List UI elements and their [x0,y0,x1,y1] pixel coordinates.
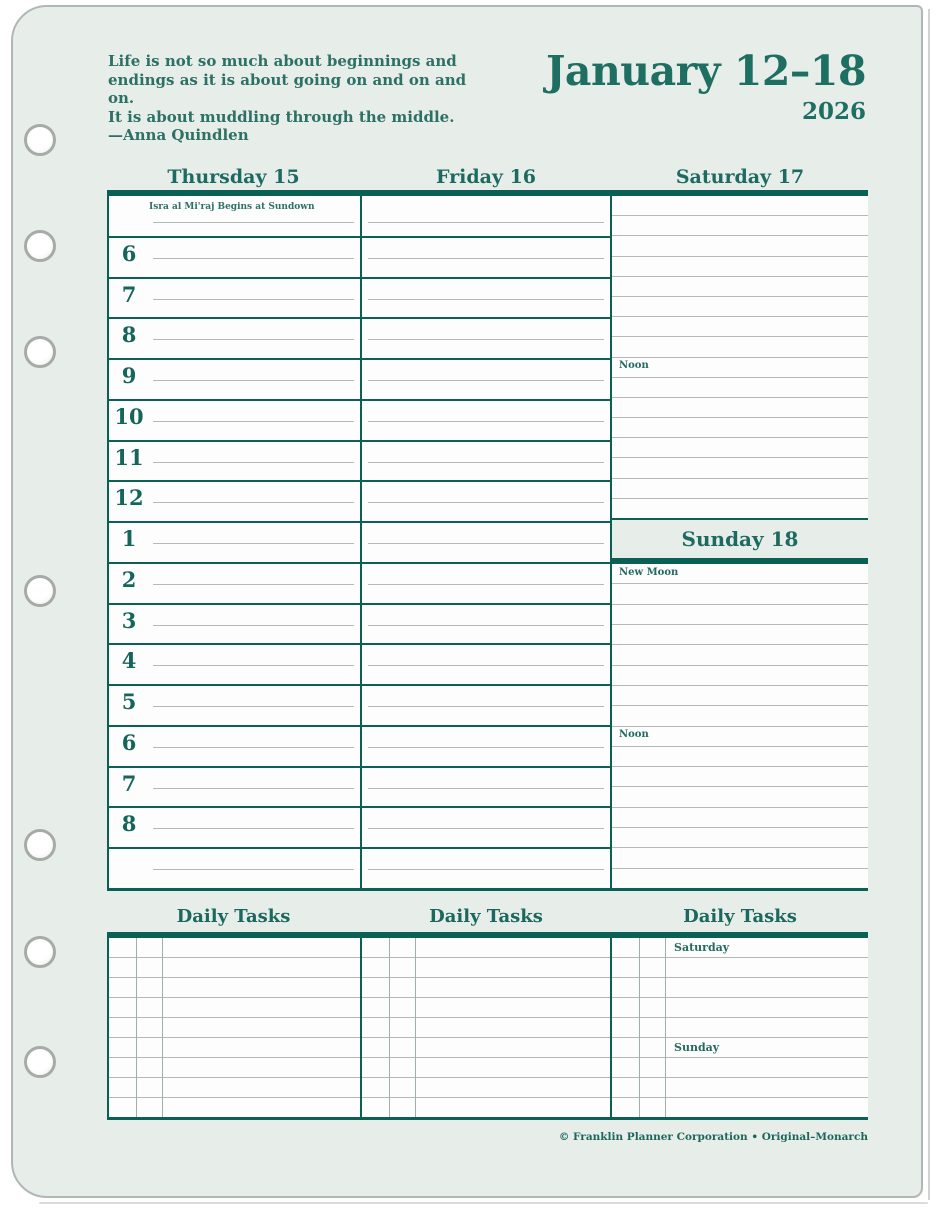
ruled-row [612,625,868,645]
overflow-row [109,849,360,888]
write-line [368,299,604,300]
hour-row [109,523,360,564]
ruled-row [612,297,868,317]
write-line [368,625,604,626]
day-header-thursday: Thursday 15 [167,166,300,188]
ruled-row [612,378,868,398]
week-title: January 12–18 [546,47,866,95]
task-row [612,1098,868,1117]
binder-hole [24,829,56,861]
write-line [368,222,604,223]
ruled-row [612,869,868,888]
ruled-row [612,645,868,665]
write-line [153,788,354,789]
binder-hole [24,230,56,262]
ruled-row [612,216,868,236]
task-row [109,938,360,958]
task-row [362,1098,610,1117]
ruled-row [612,584,868,604]
hour-row [362,768,610,809]
hour-row [109,564,360,605]
write-line [153,258,354,259]
write-line [368,828,604,829]
task-row [109,1078,360,1098]
task-row [109,998,360,1018]
write-line [368,706,604,707]
hour-row [362,360,610,401]
tasks-column-1 [107,938,360,1120]
task-row [612,978,868,998]
hour-label: 9 [121,363,137,389]
write-line [153,584,354,585]
daily-tasks-header-2: Daily Tasks [429,906,543,927]
hour-row [109,482,360,523]
check-column-line [665,938,666,1117]
hour-label: 7 [121,281,137,307]
holiday-row [362,196,610,238]
ruled-row [612,747,868,767]
quote-attribution: —Anna Quindlen [108,126,249,144]
write-line [153,747,354,748]
write-line [153,625,354,626]
write-line [153,502,354,503]
ruled-row [612,317,868,337]
task-day-label: Sunday [674,1041,720,1054]
check-column-line [389,938,390,1117]
ruled-row [612,828,868,848]
check-column-line [136,938,137,1117]
task-row [362,1058,610,1078]
hour-label: 8 [121,811,137,837]
hour-row [362,442,610,483]
write-line [368,421,604,422]
hour-label: 10 [114,403,144,429]
ruled-row [612,848,868,868]
write-line [368,584,604,585]
hour-row [362,686,610,727]
task-row [109,1058,360,1078]
write-line [153,462,354,463]
task-row [109,1098,360,1117]
write-line [368,502,604,503]
binder-hole [24,124,56,156]
ruled-row [612,438,868,458]
check-column-line [415,938,416,1117]
daily-tasks-header-1: Daily Tasks [176,906,291,927]
write-line [368,339,604,340]
saturday-section [612,196,868,520]
hour-row [109,808,360,849]
task-row [362,998,610,1018]
hour-label: 5 [121,689,137,715]
overflow-row [362,849,610,888]
ruled-row [612,398,868,418]
hour-label: 3 [121,607,137,633]
ruled-row [612,479,868,499]
ruled-row [612,337,868,357]
copyright-footer: © Franklin Planner Corporation • Original–Monarch [558,1131,868,1143]
sunday-section [612,564,868,891]
ruled-row [612,787,868,807]
ruled-row [612,686,868,706]
task-row [362,938,610,958]
sunday-header-band [612,520,868,564]
hour-label: 2 [121,566,137,592]
hour-label: 1 [121,526,137,552]
holiday-row [109,196,360,238]
task-row [109,958,360,978]
hour-row [362,238,610,279]
weekly-quote [108,52,478,145]
year-label: 2026 [801,98,866,125]
task-row [109,1038,360,1058]
hour-label: 6 [121,241,137,266]
write-line [153,828,354,829]
check-column-line [639,938,640,1117]
hour-row [362,605,610,646]
write-line [368,543,604,544]
task-row [362,1018,610,1038]
hour-row [109,727,360,768]
hour-label: 7 [121,770,137,796]
task-row [362,1038,610,1058]
write-line [368,747,604,748]
binder-hole [24,336,56,368]
write-line [368,380,604,381]
hour-row [362,401,610,442]
holiday-note: Isra al Mi'raj Begins at Sundown [149,202,315,212]
hour-row [362,319,610,360]
day-header-sunday: Sunday 18 [681,527,799,551]
ruled-row [612,499,868,518]
ruled-row [612,727,868,747]
time-marker-label: Noon [619,729,649,740]
task-row [109,978,360,998]
hour-row [109,645,360,686]
hour-row [109,768,360,809]
ruled-row [612,257,868,277]
quote-line: endings as it is about going on and on and on. [108,70,467,107]
day-header-friday: Friday 16 [435,166,537,188]
task-row [362,958,610,978]
time-marker-label: New Moon [619,567,679,578]
check-column-line [162,938,163,1117]
write-line [153,222,354,223]
daily-tasks-header-3: Daily Tasks [683,906,797,927]
hour-row [362,564,610,605]
ruled-row [612,196,868,216]
hour-row [109,238,360,279]
day-header-saturday: Saturday 17 [675,166,805,188]
task-row [612,1058,868,1078]
hour-label: 6 [121,729,137,755]
masthead [546,49,866,125]
write-line [153,421,354,422]
hour-label: 11 [114,444,144,470]
task-day-label: Saturday [674,941,730,954]
quote-line: It is about muddling through the middle. [108,107,455,126]
binder-hole [24,936,56,968]
hour-row [362,727,610,768]
write-line [368,869,604,870]
hour-row [362,808,610,849]
task-row [612,1038,868,1058]
task-row [362,1078,610,1098]
ruled-row [612,418,868,438]
write-line [368,665,604,666]
hour-row [362,482,610,523]
hour-row [109,279,360,320]
tasks-column-2 [360,938,612,1120]
ruled-row [612,808,868,828]
hour-row [362,645,610,686]
write-line [153,339,354,340]
time-marker-label: Noon [619,360,649,371]
task-row [362,978,610,998]
planner-page [11,5,923,1198]
task-row [612,1018,868,1038]
binder-hole [24,575,56,607]
hour-row [109,605,360,646]
hour-label: 12 [114,485,144,511]
task-row [612,938,868,958]
hour-row [362,279,610,320]
ruled-row [612,277,868,297]
write-line [368,788,604,789]
ruled-row [612,358,868,378]
write-line [153,299,354,300]
binder-hole [24,1046,56,1078]
ruled-row [612,767,868,787]
write-line [368,258,604,259]
task-row [612,958,868,978]
ruled-row [612,706,868,726]
write-line [153,869,354,870]
ruled-row [612,666,868,686]
task-row [612,1078,868,1098]
write-line [368,462,604,463]
task-row [109,1018,360,1038]
hour-row [109,319,360,360]
write-line [153,543,354,544]
hour-row [362,523,610,564]
hour-row [109,686,360,727]
quote-line: Life is not so much about beginnings and [108,52,457,70]
write-line [153,706,354,707]
hour-row [109,360,360,401]
hour-label: 8 [121,322,137,348]
ruled-row [612,605,868,625]
hour-label: 4 [121,648,137,674]
ruled-row [612,236,868,256]
tasks-column-3 [612,938,868,1120]
write-line [153,380,354,381]
hour-row [109,401,360,442]
day-column-friday [360,196,612,891]
day-column-thursday [107,196,360,891]
task-row [612,998,868,1018]
write-line [153,665,354,666]
ruled-row [612,458,868,478]
hour-row [109,442,360,483]
day-column-weekend [612,196,868,891]
